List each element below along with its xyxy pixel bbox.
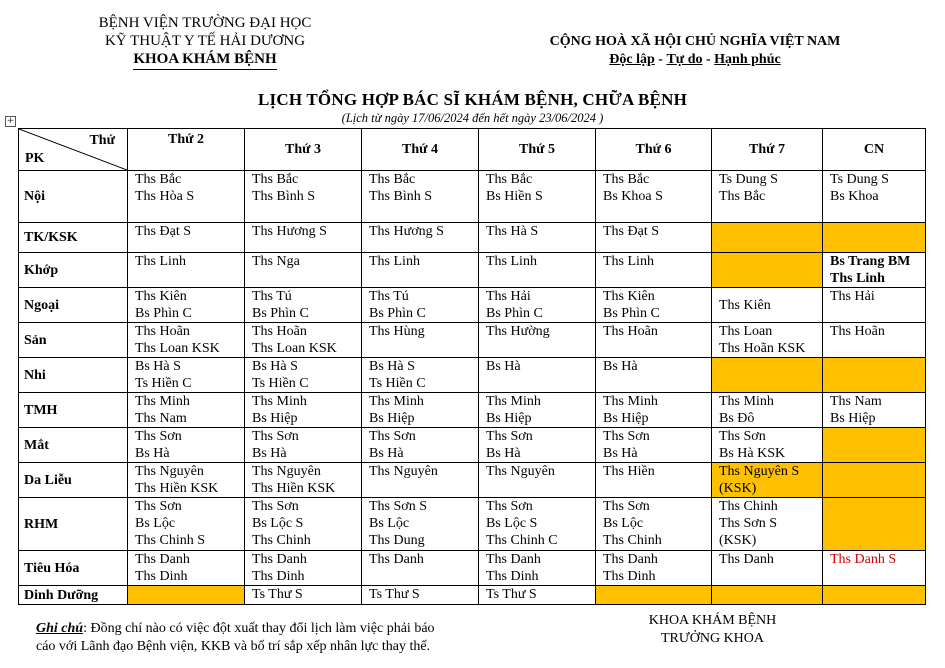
schedule-cell — [823, 171, 926, 223]
doctor-name: Bs Hà — [603, 446, 638, 461]
schedule-cell — [479, 498, 596, 551]
schedule-cell — [823, 428, 926, 463]
schedule-cell — [245, 586, 362, 605]
hospital-header — [60, 14, 350, 70]
schedule-cell — [479, 223, 596, 253]
doctor-name: Ths Danh — [369, 552, 424, 567]
doctor-name: Ths Bình S — [252, 189, 316, 204]
doctor-name: Bs Hà — [486, 359, 521, 374]
doctor-name: Bs Phìn C — [369, 306, 426, 321]
schedule-cell — [128, 223, 245, 253]
schedule-cell — [128, 171, 245, 223]
schedule-cell — [712, 358, 823, 393]
schedule-cell — [596, 253, 712, 288]
doctor-name: Ths Bình S — [369, 189, 433, 204]
table-row — [19, 223, 926, 253]
clinic-name: RHM — [19, 498, 128, 551]
table-row — [19, 463, 926, 498]
doctor-name: Ths Hoãn KSK — [719, 341, 806, 356]
schedule-cell — [245, 223, 362, 253]
day-header: Thứ 6 — [596, 129, 712, 171]
doctor-name: Bs Hà S — [252, 359, 298, 374]
schedule-cell — [128, 498, 245, 551]
doctor-name: Bs Khoa S — [603, 189, 663, 204]
doctor-name: Bs Phìn C — [252, 306, 309, 321]
day-header: Thứ 4 — [362, 129, 479, 171]
doctor-name: Ths Tú — [369, 289, 409, 304]
doctor-name: Bs Đô — [719, 411, 755, 426]
schedule-cell — [823, 358, 926, 393]
schedule-cell — [245, 358, 362, 393]
doctor-name: Ths Chinh C — [486, 533, 558, 548]
doctor-name: Ths Kiên — [603, 289, 655, 304]
schedule-cell — [596, 223, 712, 253]
doctor-name: Ths Nguyên — [486, 464, 555, 479]
footnote-text-2: cáo với Lãnh đạo Bệnh viện, KKB và bố trí sắp xếp nhân lực thay thế. — [36, 639, 431, 654]
schedule-cell — [362, 253, 479, 288]
motto-independence: Độc lập — [609, 52, 655, 67]
doctor-name: Ths Linh — [486, 254, 537, 269]
schedule-table — [18, 128, 926, 605]
signature-department: KHOA KHÁM BỆNH — [648, 613, 777, 628]
doctor-name: Bs Hà KSK — [719, 446, 786, 461]
schedule-cell — [128, 253, 245, 288]
table-row — [19, 498, 926, 551]
schedule-cell — [823, 223, 926, 253]
doctor-name: Ths Sơn — [486, 429, 533, 444]
doctor-name: Ths Nguyên — [135, 464, 204, 479]
doctor-name: Ths Sơn — [135, 499, 182, 514]
table-row — [19, 288, 926, 323]
schedule-cell — [596, 463, 712, 498]
doctor-name: Ts Hiền C — [252, 376, 309, 391]
doctor-name: Ths Linh — [603, 254, 654, 269]
doctor-name: Ths Đạt S — [603, 224, 659, 239]
doctor-name: Ths Hoãn — [252, 324, 307, 339]
schedule-cell — [479, 428, 596, 463]
doctor-name: Bs Hà — [252, 446, 287, 461]
doctor-name: Ths Kiên — [135, 289, 187, 304]
schedule-cell — [362, 551, 479, 586]
table-row — [19, 551, 926, 586]
doctor-name: Ths Dinh — [486, 569, 539, 584]
schedule-cell — [596, 171, 712, 223]
doctor-name: Ths Nam — [830, 394, 882, 409]
doctor-name: Bs Lộc S — [252, 516, 304, 531]
schedule-cell — [712, 393, 823, 428]
table-row — [19, 586, 926, 605]
clinic-name: Nội — [19, 171, 128, 223]
schedule-cell — [712, 551, 823, 586]
national-motto — [510, 51, 880, 69]
doctor-name: Ths Sơn — [603, 499, 650, 514]
table-move-handle-icon[interactable]: + — [6, 116, 15, 126]
schedule-cell — [128, 393, 245, 428]
clinic-name: Khớp — [19, 253, 128, 288]
doctor-name: Ths Kiên — [719, 297, 771, 313]
doctor-name: Ths Minh — [603, 394, 658, 409]
doctor-name: Bs Trang BM — [830, 254, 911, 269]
schedule-cell — [596, 551, 712, 586]
doctor-name: Ths Hương S — [369, 224, 444, 239]
doctor-name: Ths Dinh — [135, 569, 188, 584]
doctor-name: Bs Lộc — [603, 516, 644, 531]
schedule-cell — [362, 393, 479, 428]
clinic-name: TK/KSK — [19, 223, 128, 253]
schedule-cell — [712, 498, 823, 551]
day-header: Thứ 7 — [712, 129, 823, 171]
schedule-cell — [596, 323, 712, 358]
doctor-name: Ths Dung — [369, 533, 425, 548]
schedule-cell — [362, 323, 479, 358]
schedule-cell — [245, 393, 362, 428]
doctor-name: Ths Hoãn — [135, 324, 190, 339]
corner-clinic-label: PK — [25, 151, 45, 166]
doctor-name: Bs Lộc — [135, 516, 176, 531]
footnote — [36, 620, 435, 656]
schedule-cell — [362, 463, 479, 498]
motto-separator-1: - — [654, 52, 667, 67]
schedule-cell — [823, 463, 926, 498]
schedule-cell — [823, 393, 926, 428]
schedule-cell — [245, 323, 362, 358]
day-header: Thứ 5 — [479, 129, 596, 171]
schedule-cell — [245, 551, 362, 586]
doctor-name: Bs Hiệp — [603, 411, 649, 426]
doctor-name: Ths Chinh S — [135, 533, 206, 548]
schedule-cell — [362, 428, 479, 463]
doctor-name: Ths Bắc — [486, 172, 533, 187]
doctor-name: Ts Dung S — [719, 172, 778, 187]
national-header — [510, 33, 880, 69]
doctor-name: Ths Minh — [252, 394, 307, 409]
clinic-name: Dinh Dưỡng — [19, 586, 128, 605]
doctor-name: Ths Bắc — [135, 172, 182, 187]
doctor-name: Ths Linh — [369, 254, 420, 269]
clinic-name: Tiêu Hóa — [19, 551, 128, 586]
table-row — [19, 393, 926, 428]
doctor-name: Bs Phìn C — [486, 306, 543, 321]
doctor-name: Ths Danh — [719, 552, 774, 567]
doctor-name: Bs Hiệp — [830, 411, 876, 426]
schedule-cell — [712, 463, 823, 498]
doctor-name: Ths Minh — [719, 394, 774, 409]
footnote-label: Ghi chú — [36, 621, 84, 636]
table-row — [19, 171, 926, 223]
doctor-name: Bs Hiền S — [486, 189, 543, 204]
doctor-name: Ths Hường — [486, 324, 550, 339]
schedule-cell — [479, 253, 596, 288]
doctor-name: Ths Hoãn — [830, 324, 885, 339]
doctor-name: Bs Lộc S — [486, 516, 538, 531]
doctor-name: Ths Danh — [486, 552, 541, 567]
schedule-cell — [362, 223, 479, 253]
schedule-cell — [362, 586, 479, 605]
doctor-name: Ths Sơn S — [719, 516, 777, 531]
doctor-name: Ths Sơn — [135, 429, 182, 444]
doctor-name: Ths Nguyên — [252, 464, 321, 479]
doctor-name: Ths Linh — [135, 254, 186, 269]
schedule-cell — [362, 288, 479, 323]
doctor-name: Ths Nguyên — [369, 464, 438, 479]
clinic-name: TMH — [19, 393, 128, 428]
schedule-cell — [128, 358, 245, 393]
schedule-cell — [479, 171, 596, 223]
doctor-name: Ths Hòa S — [135, 189, 195, 204]
doctor-name: Ths Chinh — [252, 533, 311, 548]
doctor-name: Ths Sơn — [603, 429, 650, 444]
doctor-name: Ths Chinh — [719, 499, 778, 514]
schedule-cell — [128, 428, 245, 463]
schedule-cell — [245, 463, 362, 498]
day-header: Thứ 3 — [245, 129, 362, 171]
doctor-name: Ths Sơn S — [369, 499, 427, 514]
schedule-cell — [245, 288, 362, 323]
schedule-cell — [479, 551, 596, 586]
schedule-cell — [596, 288, 712, 323]
doctor-name: Ths Danh — [135, 552, 190, 567]
schedule-cell — [479, 463, 596, 498]
doctor-name: Ths Loan KSK — [135, 341, 220, 356]
doctor-name: Ths Nguyên S — [719, 464, 800, 479]
doctor-name: Ts Dung S — [830, 172, 889, 187]
schedule-cell — [128, 288, 245, 323]
schedule-cell — [479, 586, 596, 605]
clinic-name: Sản — [19, 323, 128, 358]
doctor-name: Bs Hà S — [135, 359, 181, 374]
doctor-name: Bs Khoa — [830, 189, 879, 204]
schedule-cell — [712, 323, 823, 358]
schedule-cell — [479, 393, 596, 428]
date-range: (Lịch từ ngày 17/06/2024 đến hết ngày 23/06/2024 ) — [341, 111, 604, 125]
motto-freedom: Tự do — [666, 52, 703, 67]
doctor-name: Ths Linh — [830, 271, 885, 286]
doctor-name: Ths Danh — [252, 552, 307, 567]
doctor-name: Ths Dinh — [252, 569, 305, 584]
doctor-name: Ts Hiền C — [369, 376, 426, 391]
doctor-name: Bs Hiệp — [252, 411, 298, 426]
doctor-name: Ths Minh — [486, 394, 541, 409]
doctor-name: (KSK) — [719, 481, 757, 496]
doctor-name: Ths Hương S — [252, 224, 327, 239]
doctor-name: Ths Sơn — [719, 429, 766, 444]
doctor-name: Ts Thư S — [252, 587, 303, 602]
doctor-name: Ths Hùng — [369, 324, 425, 339]
schedule-cell — [596, 498, 712, 551]
doctor-name: Bs Lộc — [369, 516, 410, 531]
doctor-name: Ths Danh S — [830, 552, 897, 567]
schedule-cell — [362, 171, 479, 223]
corner-cell — [19, 129, 128, 171]
doctor-name: Ths Nga — [252, 254, 300, 269]
clinic-name: Mắt — [19, 428, 128, 463]
schedule-cell — [245, 498, 362, 551]
doctor-name: Ts Thư S — [369, 587, 420, 602]
schedule-cell — [823, 551, 926, 586]
doctor-name: Ths Dinh — [603, 569, 656, 584]
doctor-name: (KSK) — [719, 533, 757, 548]
national-title: CỘNG HOÀ XÃ HỘI CHỦ NGHĨA VIỆT NAM — [549, 34, 841, 49]
doctor-name: Ths Loan KSK — [252, 341, 337, 356]
schedule-cell — [712, 171, 823, 223]
header-row — [19, 129, 926, 171]
footnote-text-1: : Đồng chí nào có việc đột xuất thay đổi lịch làm việc phải báo — [83, 621, 435, 636]
schedule-cell — [712, 223, 823, 253]
doctor-name: Ths Hoãn — [603, 324, 658, 339]
motto-happiness: Hạnh phúc — [714, 52, 781, 67]
doctor-name: Bs Hà — [135, 446, 170, 461]
schedule-cell — [596, 393, 712, 428]
table-row — [19, 428, 926, 463]
schedule-cell — [128, 323, 245, 358]
schedule-cell — [362, 358, 479, 393]
schedule-cell — [128, 463, 245, 498]
doctor-name: Ths Bắc — [603, 172, 650, 187]
schedule-cell — [712, 428, 823, 463]
schedule-cell — [245, 253, 362, 288]
doctor-name: Bs Hà S — [369, 359, 415, 374]
day-header: Thứ 2 — [128, 129, 245, 171]
doctor-name: Ths Hiền KSK — [135, 481, 219, 496]
doctor-name: Ths Minh — [135, 394, 190, 409]
doctor-name: Bs Hà — [369, 446, 404, 461]
department-name: KHOA KHÁM BỆNH — [133, 50, 276, 70]
schedule-cell — [245, 171, 362, 223]
hospital-name-line2: KỸ THUẬT Y TẾ HẢI DƯƠNG — [104, 33, 306, 49]
schedule-cell — [479, 323, 596, 358]
doctor-name: Ths Minh — [369, 394, 424, 409]
doctor-name: Bs Phìn C — [603, 306, 660, 321]
doctor-name: Bs Hà — [486, 446, 521, 461]
doctor-name: Ths Bắc — [369, 172, 416, 187]
doctor-name: Ths Hải — [486, 289, 531, 304]
doctor-name: Ths Sơn — [369, 429, 416, 444]
doctor-name: Ths Đạt S — [135, 224, 191, 239]
schedule-cell — [823, 253, 926, 288]
doctor-name: Ths Hiền KSK — [252, 481, 336, 496]
doctor-name: Ths Nam — [135, 411, 187, 426]
doctor-name: Ths Sơn — [252, 429, 299, 444]
clinic-name: Ngoại — [19, 288, 128, 323]
doctor-name: Ths Tú — [252, 289, 292, 304]
schedule-cell — [362, 498, 479, 551]
doctor-name: Ths Sơn — [252, 499, 299, 514]
clinic-name: Nhi — [19, 358, 128, 393]
corner-day-label: Thứ — [89, 133, 115, 148]
schedule-cell — [823, 498, 926, 551]
doctor-name: Bs Phìn C — [135, 306, 192, 321]
schedule-cell — [823, 586, 926, 605]
table-row — [19, 323, 926, 358]
schedule-cell — [245, 428, 362, 463]
page-title: LỊCH TỔNG HỢP BÁC SĨ KHÁM BỆNH, CHỮA BỆNH — [257, 90, 687, 109]
doctor-name: Ths Chinh — [603, 533, 662, 548]
schedule-cell — [479, 358, 596, 393]
doctor-name: Ths Bắc — [719, 189, 766, 204]
doctor-name: Ts Thư S — [486, 587, 537, 602]
doctor-name: Ths Loan — [719, 324, 773, 339]
motto-separator-2: - — [702, 52, 715, 67]
schedule-cell — [823, 288, 926, 323]
doctor-name: Bs Hiệp — [486, 411, 532, 426]
signature-title: TRƯỞNG KHOA — [660, 631, 765, 646]
doctor-name: Ths Danh — [603, 552, 658, 567]
schedule-cell — [128, 551, 245, 586]
doctor-name: Ths Hà S — [486, 224, 539, 239]
doctor-name: Ths Hiền — [603, 464, 655, 479]
schedule-cell — [596, 358, 712, 393]
hospital-name-line1: BỆNH VIỆN TRƯỜNG ĐẠI HỌC — [98, 15, 312, 31]
schedule-cell — [712, 586, 823, 605]
schedule-cell — [823, 323, 926, 358]
doctor-name: Bs Hà — [603, 359, 638, 374]
signature-block — [600, 612, 825, 648]
schedule-cell — [128, 586, 245, 605]
doctor-name: Ts Hiền C — [135, 376, 192, 391]
schedule-cell — [712, 288, 823, 323]
schedule-cell — [596, 428, 712, 463]
doctor-name: Ths Sơn — [486, 499, 533, 514]
table-row — [19, 358, 926, 393]
schedule-cell — [596, 586, 712, 605]
clinic-name: Da Liễu — [19, 463, 128, 498]
doctor-name: Ths Bắc — [252, 172, 299, 187]
day-header: CN — [823, 129, 926, 171]
table-row — [19, 253, 926, 288]
doctor-name: Ths Hải — [830, 289, 875, 304]
schedule-cell — [479, 288, 596, 323]
doctor-name: Bs Hiệp — [369, 411, 415, 426]
schedule-cell — [712, 253, 823, 288]
